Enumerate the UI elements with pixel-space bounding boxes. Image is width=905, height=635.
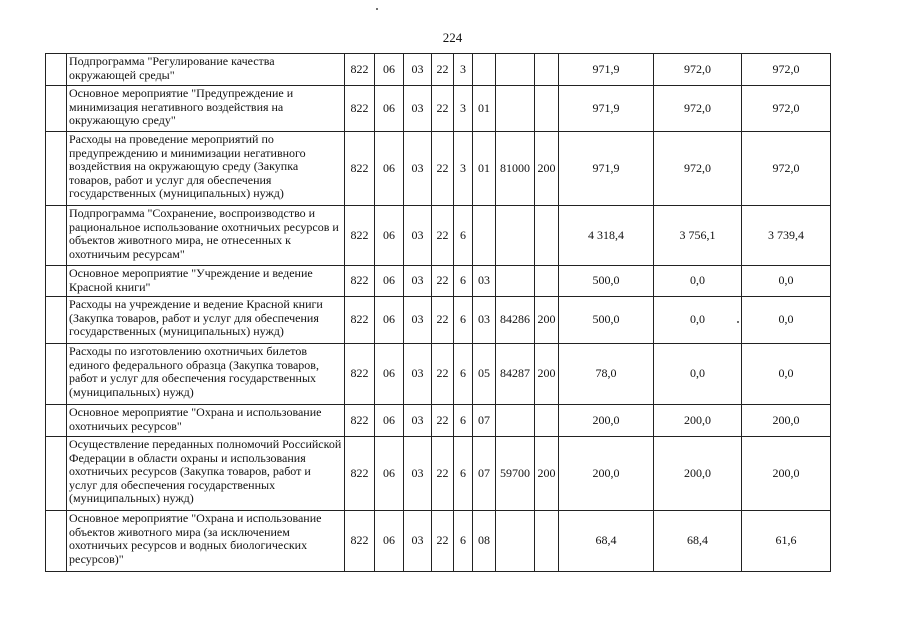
ministry-code-cell: 822 [345, 86, 375, 132]
section-code-cell: 06 [375, 206, 404, 266]
expense-type-code-cell [535, 54, 559, 86]
direction-code-cell [496, 405, 535, 437]
subsection-code-cell: 03 [404, 206, 432, 266]
ministry-code-cell: 822 [345, 405, 375, 437]
row-name-cell: Основное мероприятие "Предупреждение и минимизация негативного воздействия на окружающую среду" [67, 86, 345, 132]
amount-year1-cell: 200,0 [559, 437, 654, 511]
amount-year3-cell: 61,6 [742, 511, 831, 572]
row-name-cell: Подпрограмма "Сохранение, воспроизводство и рациональное использование охотничьих ресурсов и объектов животного мира, не отнесенных к охотничьим ресурсам" [67, 206, 345, 266]
direction-code-cell: 59700 [496, 437, 535, 511]
ministry-code-cell: 822 [345, 54, 375, 86]
subsection-code-cell: 03 [404, 86, 432, 132]
amount-year3-cell: 972,0 [742, 86, 831, 132]
table-row [46, 206, 831, 266]
event-code-cell: 03 [473, 266, 496, 297]
subprogram-code-cell: 6 [454, 405, 473, 437]
section-code-cell: 06 [375, 437, 404, 511]
scan-speck [737, 321, 739, 323]
row-margin-cell [46, 266, 67, 297]
section-code-cell: 06 [375, 86, 404, 132]
row-name-cell: Основное мероприятие "Учреждение и ведение Красной книги" [67, 266, 345, 297]
ministry-code-cell: 822 [345, 297, 375, 344]
amount-year1-cell: 971,9 [559, 54, 654, 86]
amount-year2-cell: 68,4 [654, 511, 742, 572]
program-code-cell: 22 [432, 86, 454, 132]
row-margin-cell [46, 132, 67, 206]
expense-type-code-cell [535, 86, 559, 132]
table-row [46, 132, 831, 206]
ministry-code-cell: 822 [345, 437, 375, 511]
row-margin-cell [46, 297, 67, 344]
amount-year3-cell: 972,0 [742, 132, 831, 206]
event-code-cell: 03 [473, 297, 496, 344]
row-name-cell: Расходы на проведение мероприятий по предупреждению и минимизации негативного воздействия на окружающую среду (Закупка товаров, работ и услуг для обеспечения государственных (муниципальных) нужд) [67, 132, 345, 206]
amount-year1-cell: 971,9 [559, 132, 654, 206]
expense-type-code-cell [535, 405, 559, 437]
row-margin-cell [46, 344, 67, 405]
subsection-code-cell: 03 [404, 437, 432, 511]
event-code-cell: 07 [473, 437, 496, 511]
amount-year2-cell: 972,0 [654, 132, 742, 206]
section-code-cell: 06 [375, 266, 404, 297]
program-code-cell: 22 [432, 511, 454, 572]
amount-year1-cell: 500,0 [559, 297, 654, 344]
direction-code-cell: 81000 [496, 132, 535, 206]
page-number: 224 [442, 30, 463, 45]
direction-code-cell: 84286 [496, 297, 535, 344]
amount-year2-cell: 0,0 [654, 297, 742, 344]
table-row [46, 437, 831, 511]
subprogram-code-cell: 6 [454, 344, 473, 405]
direction-code-cell: 84287 [496, 344, 535, 405]
subsection-code-cell: 03 [404, 344, 432, 405]
ministry-code-cell: 822 [345, 266, 375, 297]
direction-code-cell [496, 86, 535, 132]
program-code-cell: 22 [432, 132, 454, 206]
table-row [46, 344, 831, 405]
table-row [46, 266, 831, 297]
section-code-cell: 06 [375, 344, 404, 405]
program-code-cell: 22 [432, 54, 454, 86]
expense-type-code-cell: 200 [535, 297, 559, 344]
expense-type-code-cell [535, 266, 559, 297]
section-code-cell: 06 [375, 405, 404, 437]
event-code-cell: 05 [473, 344, 496, 405]
table-row [46, 86, 831, 132]
event-code-cell [473, 54, 496, 86]
program-code-cell: 22 [432, 405, 454, 437]
row-margin-cell [46, 437, 67, 511]
subsection-code-cell: 03 [404, 132, 432, 206]
direction-code-cell [496, 54, 535, 86]
subsection-code-cell: 03 [404, 266, 432, 297]
row-name-cell: Основное мероприятие "Охрана и использование объектов животного мира (за исключением охотничьих ресурсов и водных биологических ресурсов)" [67, 511, 345, 572]
table-row [46, 297, 831, 344]
subsection-code-cell: 03 [404, 405, 432, 437]
row-margin-cell [46, 54, 67, 86]
amount-year1-cell: 200,0 [559, 405, 654, 437]
section-code-cell: 06 [375, 54, 404, 86]
subprogram-code-cell: 6 [454, 266, 473, 297]
section-code-cell: 06 [375, 297, 404, 344]
subprogram-code-cell: 6 [454, 206, 473, 266]
row-name-cell: Осуществление переданных полномочий Российской Федерации в области охраны и использования охотничьих ресурсов (Закупка товаров, работ и услуг для обеспечения государственных (муниципальных) нужд) [67, 437, 345, 511]
program-code-cell: 22 [432, 297, 454, 344]
program-code-cell: 22 [432, 206, 454, 266]
subprogram-code-cell: 3 [454, 132, 473, 206]
expense-type-code-cell: 200 [535, 437, 559, 511]
ministry-code-cell: 822 [345, 206, 375, 266]
direction-code-cell [496, 206, 535, 266]
amount-year3-cell: 200,0 [742, 437, 831, 511]
event-code-cell: 07 [473, 405, 496, 437]
amount-year2-cell: 972,0 [654, 86, 742, 132]
amount-year1-cell: 500,0 [559, 266, 654, 297]
section-code-cell: 06 [375, 132, 404, 206]
scan-speck [376, 8, 378, 10]
amount-year2-cell: 0,0 [654, 344, 742, 405]
subprogram-code-cell: 6 [454, 437, 473, 511]
amount-year2-cell: 200,0 [654, 405, 742, 437]
amount-year2-cell: 200,0 [654, 437, 742, 511]
ministry-code-cell: 822 [345, 132, 375, 206]
amount-year2-cell: 972,0 [654, 54, 742, 86]
ministry-code-cell: 822 [345, 344, 375, 405]
expense-type-code-cell: 200 [535, 132, 559, 206]
expense-type-code-cell: 200 [535, 344, 559, 405]
amount-year1-cell: 68,4 [559, 511, 654, 572]
direction-code-cell [496, 266, 535, 297]
program-code-cell: 22 [432, 437, 454, 511]
row-margin-cell [46, 206, 67, 266]
expense-type-code-cell [535, 206, 559, 266]
subprogram-code-cell: 6 [454, 297, 473, 344]
table-row [46, 54, 831, 86]
table-row [46, 511, 831, 572]
amount-year3-cell: 3 739,4 [742, 206, 831, 266]
expense-type-code-cell [535, 511, 559, 572]
amount-year3-cell: 972,0 [742, 54, 831, 86]
amount-year1-cell: 4 318,4 [559, 206, 654, 266]
row-name-cell: Расходы по изготовлению охотничьих билетов единого федерального образца (Закупка товаров, работ и услуг для обеспечения государственных (муниципальных) нужд) [67, 344, 345, 405]
subprogram-code-cell: 3 [454, 86, 473, 132]
subsection-code-cell: 03 [404, 511, 432, 572]
row-margin-cell [46, 511, 67, 572]
amount-year1-cell: 971,9 [559, 86, 654, 132]
ministry-code-cell: 822 [345, 511, 375, 572]
budget-table [45, 53, 831, 572]
row-name-cell: Основное мероприятие "Охрана и использование охотничьих ресурсов" [67, 405, 345, 437]
amount-year3-cell: 0,0 [742, 266, 831, 297]
section-code-cell: 06 [375, 511, 404, 572]
direction-code-cell [496, 511, 535, 572]
amount-year3-cell: 0,0 [742, 297, 831, 344]
amount-year2-cell: 0,0 [654, 266, 742, 297]
subsection-code-cell: 03 [404, 297, 432, 344]
subsection-code-cell: 03 [404, 54, 432, 86]
program-code-cell: 22 [432, 344, 454, 405]
row-name-cell: Расходы на учреждение и ведение Красной книги (Закупка товаров, работ и услуг для обеспечения государственных (муниципальных) нужд) [67, 297, 345, 344]
row-margin-cell [46, 405, 67, 437]
event-code-cell: 01 [473, 86, 496, 132]
amount-year1-cell: 78,0 [559, 344, 654, 405]
event-code-cell: 01 [473, 132, 496, 206]
program-code-cell: 22 [432, 266, 454, 297]
subprogram-code-cell: 6 [454, 511, 473, 572]
row-margin-cell [46, 86, 67, 132]
row-name-cell: Подпрограмма "Регулирование качества окружающей среды" [67, 54, 345, 86]
amount-year3-cell: 0,0 [742, 344, 831, 405]
event-code-cell: 08 [473, 511, 496, 572]
amount-year3-cell: 200,0 [742, 405, 831, 437]
table-row [46, 405, 831, 437]
amount-year2-cell: 3 756,1 [654, 206, 742, 266]
subprogram-code-cell: 3 [454, 54, 473, 86]
event-code-cell [473, 206, 496, 266]
